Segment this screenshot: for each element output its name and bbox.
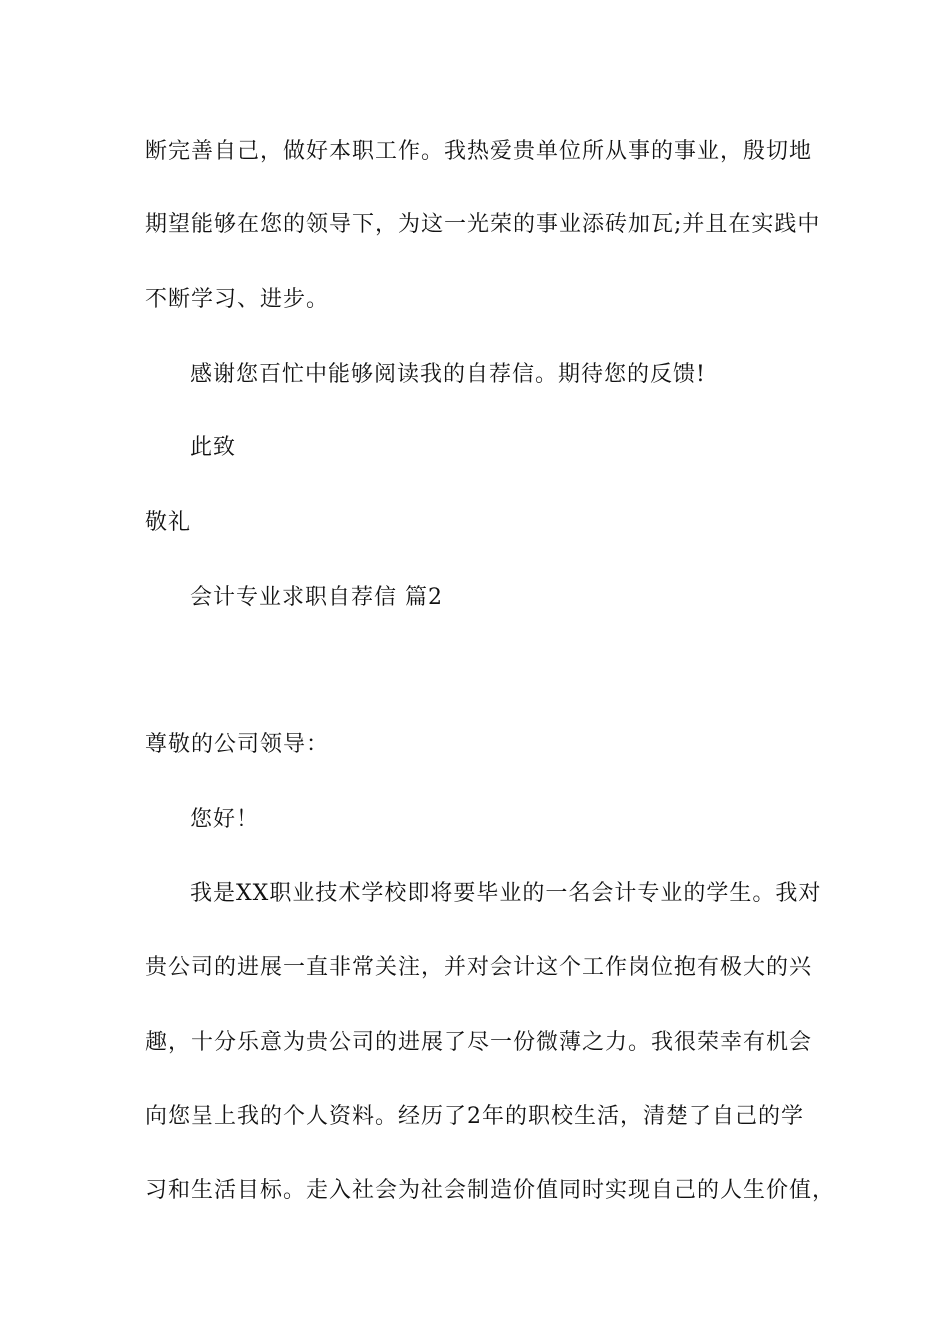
body-line: 贵公司的进展一直非常关注，并对会计这个工作岗位抱有极大的兴 [145, 955, 813, 980]
body-line: 向您呈上我的个人资料。经历了2年的职校生活，清楚了自己的学 [145, 1104, 804, 1129]
body-line: 断完善自己，做好本职工作。我热爱贵单位所从事的事业，殷切地 [145, 139, 813, 164]
body-line: 我是XX职业技术学校即将要毕业的一名会计专业的学生。我对 [190, 881, 822, 906]
body-line: 趣，十分乐意为贵公司的进展了尽一份微薄之力。我很荣幸有机会 [145, 1030, 813, 1055]
body-line: 习和生活目标。走入社会为社会制造价值同时实现自己的人生价值， [145, 1178, 836, 1203]
closing-regards: 敬礼 [145, 510, 192, 535]
greeting-line: 尊敬的公司领导： [145, 732, 330, 757]
body-line: 期望能够在您的领导下，为这一光荣的事业添砖加瓦;并且在实践中 [145, 212, 821, 237]
thanks-paragraph: 感谢您百忙中能够阅读我的自荐信。期待您的反馈! [190, 362, 706, 387]
section-heading: 会计专业求职自荐信 篇2 [190, 585, 443, 610]
greeting-hello: 您好！ [190, 807, 260, 832]
body-line: 不断学习、进步。 [145, 287, 330, 312]
closing-salutation: 此致 [190, 435, 237, 460]
